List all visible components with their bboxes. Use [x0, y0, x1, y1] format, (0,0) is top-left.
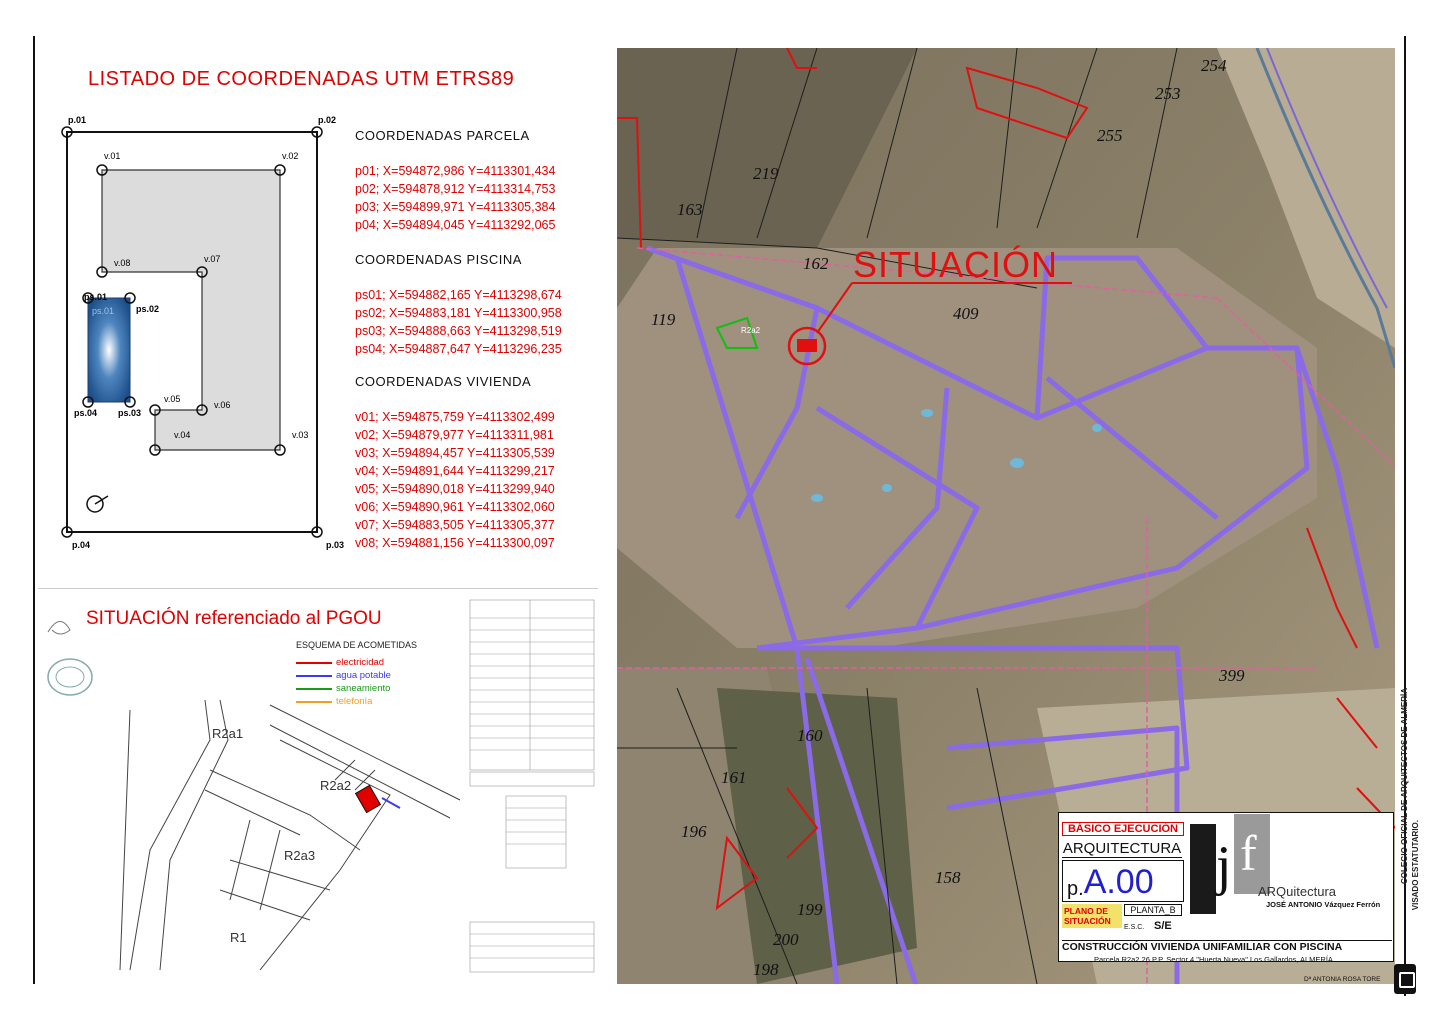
tb-project-address: Parcela R2a2.26 P.P. Sector 4 "Huerta Nueva" Los Gallardos, ALMERÍA [1094, 955, 1333, 964]
piscina-coord-2: ps02; X=594883,181 Y=4113300,958 [355, 306, 562, 320]
legend-swatch-blue [296, 675, 332, 677]
parcel-196: 196 [681, 822, 707, 841]
coords-title: LISTADO DE COORDENADAS UTM ETRS89 [88, 68, 515, 90]
pool-label: ps.01 [92, 306, 115, 316]
vivienda-coord-4: v04; X=594891,644 Y=4113299,217 [355, 464, 555, 478]
vivienda-coord-8: v08; X=594881,156 Y=4113300,097 [355, 536, 555, 550]
vivienda-coord-2: v02; X=594879,977 Y=4113311,981 [355, 428, 554, 442]
parcel-160: 160 [797, 726, 823, 745]
label-ps04: ps.04 [74, 408, 98, 418]
legend-heading: ESQUEMA DE ACOMETIDAS [296, 640, 418, 650]
label-p02: p.02 [318, 115, 337, 125]
parcel-199: 199 [797, 900, 823, 919]
label-ps01: ps.01 [84, 292, 108, 302]
situacion-title: SITUACIÓN referenciado al PGOU [86, 608, 382, 629]
zone-r2a1: R2a1 [212, 726, 244, 741]
logo-bar-dark [1190, 824, 1216, 914]
parcel-162: 162 [803, 254, 829, 273]
tb-scale: S/E [1154, 920, 1172, 932]
parcel-219: 219 [753, 164, 779, 183]
piscina-coord-3: ps03; X=594888,663 Y=4113298,519 [355, 324, 562, 338]
tb-floor: PLANTA_B [1124, 904, 1182, 916]
label-ps03: ps.03 [118, 408, 142, 418]
parcel-254: 254 [1201, 56, 1227, 75]
legend-label: agua potable [336, 670, 391, 681]
parcela-coord-1: p01; X=594872,986 Y=4113301,434 [355, 164, 556, 178]
label-v03: v.03 [292, 430, 309, 440]
parcel-161: 161 [721, 768, 747, 787]
logo-letter-f: f [1240, 825, 1257, 881]
stamp-mark [40, 612, 100, 702]
parcela-heading: COORDENADAS PARCELA [355, 128, 530, 143]
zone-r1: R1 [230, 930, 247, 945]
legend-electricidad [296, 657, 384, 668]
tb-sheet-prefix: p. [1067, 878, 1084, 900]
corner-badge [1394, 964, 1416, 994]
side-visado-1: COLEGIO OFICIAL DE ARQUITECTOS DE ALMERÍA [1400, 688, 1409, 885]
side-visado-2: VISADO ESTATUTARIO. [1411, 820, 1420, 911]
label-v02: v.02 [282, 151, 299, 161]
parcela-coord-2: p02; X=594878,912 Y=4113314,753 [355, 182, 556, 196]
label-p01: p.01 [68, 115, 87, 125]
vivienda-coord-7: v07; X=594883,505 Y=4113305,377 [355, 518, 555, 532]
legend-label: telefonía [336, 696, 373, 707]
logo-letter-j: j [1216, 835, 1232, 897]
legend-swatch-red [296, 662, 332, 664]
tb-discipline: ARQUITECTURA [1062, 840, 1182, 857]
parcel-255: 255 [1097, 126, 1123, 145]
corner-badge-mark [1399, 972, 1415, 988]
vivienda-coord-5: v05; X=594890,018 Y=4113299,940 [355, 482, 555, 496]
tb-scale-label: E.S.C. [1124, 924, 1145, 931]
parcel-253: 253 [1155, 84, 1181, 103]
label-v06: v.06 [214, 400, 231, 410]
aerial-situacion-label: SITUACIÓN [853, 244, 1059, 285]
firm-logo [1190, 814, 1270, 914]
vivienda-coord-6: v06; X=594890,961 Y=4113302,060 [355, 500, 555, 514]
tb-firm-name: ARQuitectura [1258, 884, 1337, 899]
tb-owner: Dª ANTONIA ROSA TORE [1304, 976, 1381, 983]
pgou-map [110, 700, 470, 970]
parcel-409: 409 [953, 304, 979, 323]
parcel-200: 200 [773, 930, 799, 949]
label-v08: v.08 [114, 258, 131, 268]
tb-sheet [1062, 860, 1184, 902]
label-p03: p.03 [326, 540, 345, 550]
zone-r2a3: R2a3 [284, 848, 316, 863]
vivienda-coord-3: v03; X=594894,457 Y=4113305,539 [355, 446, 555, 460]
legend-label: saneamiento [336, 683, 391, 694]
parcel-399: 399 [1219, 666, 1245, 685]
aerial-r2a2: R2a2 [741, 326, 761, 335]
vivienda-heading: COORDENADAS VIVIENDA [355, 374, 532, 389]
legend-swatch-green [296, 688, 332, 690]
tb-sheet-number: A.00 [1083, 863, 1154, 901]
tb-sheet-name: PLANO DE SITUACIÓN [1062, 904, 1122, 928]
tb-project-type: BÁSICO EJECUCIÓN [1062, 822, 1184, 836]
piscina-coord-1: ps01; X=594882,165 Y=4113298,674 [355, 288, 562, 302]
legend-agua [296, 670, 391, 681]
piscina-heading: COORDENADAS PISCINA [355, 252, 522, 267]
parcel-163: 163 [677, 200, 703, 219]
parcel-158: 158 [935, 868, 961, 887]
coordinate-plan [50, 112, 350, 552]
label-p04: p.04 [72, 540, 91, 550]
tb-project-title: CONSTRUCCIÓN VIVIENDA UNIFAMILIAR CON PISCINA [1062, 940, 1392, 953]
label-v07: v.07 [204, 254, 221, 264]
parcel-198: 198 [753, 960, 779, 979]
left-border [33, 36, 35, 984]
pgou-tables [466, 596, 598, 976]
parcel-119: 119 [651, 310, 676, 329]
label-v04: v.04 [174, 430, 191, 440]
parcela-coord-4: p04; X=594894,045 Y=4113292,065 [355, 218, 556, 232]
legend-saneamiento [296, 683, 390, 694]
vivienda-coord-1: v01; X=594875,759 Y=4113302,499 [355, 410, 555, 424]
legend-label: electricidad [336, 657, 385, 668]
zone-r2a2: R2a2 [320, 778, 352, 793]
label-v05: v.05 [164, 394, 181, 404]
piscina-coord-4: ps04; X=594887,647 Y=4113296,235 [355, 342, 562, 356]
label-v01: v.01 [104, 151, 121, 161]
label-ps02: ps.02 [136, 304, 160, 314]
tb-architect: JOSÉ ANTONIO Vázquez Ferrón [1266, 900, 1381, 909]
parcela-coord-3: p03; X=594899,971 Y=4113305,384 [355, 200, 556, 214]
